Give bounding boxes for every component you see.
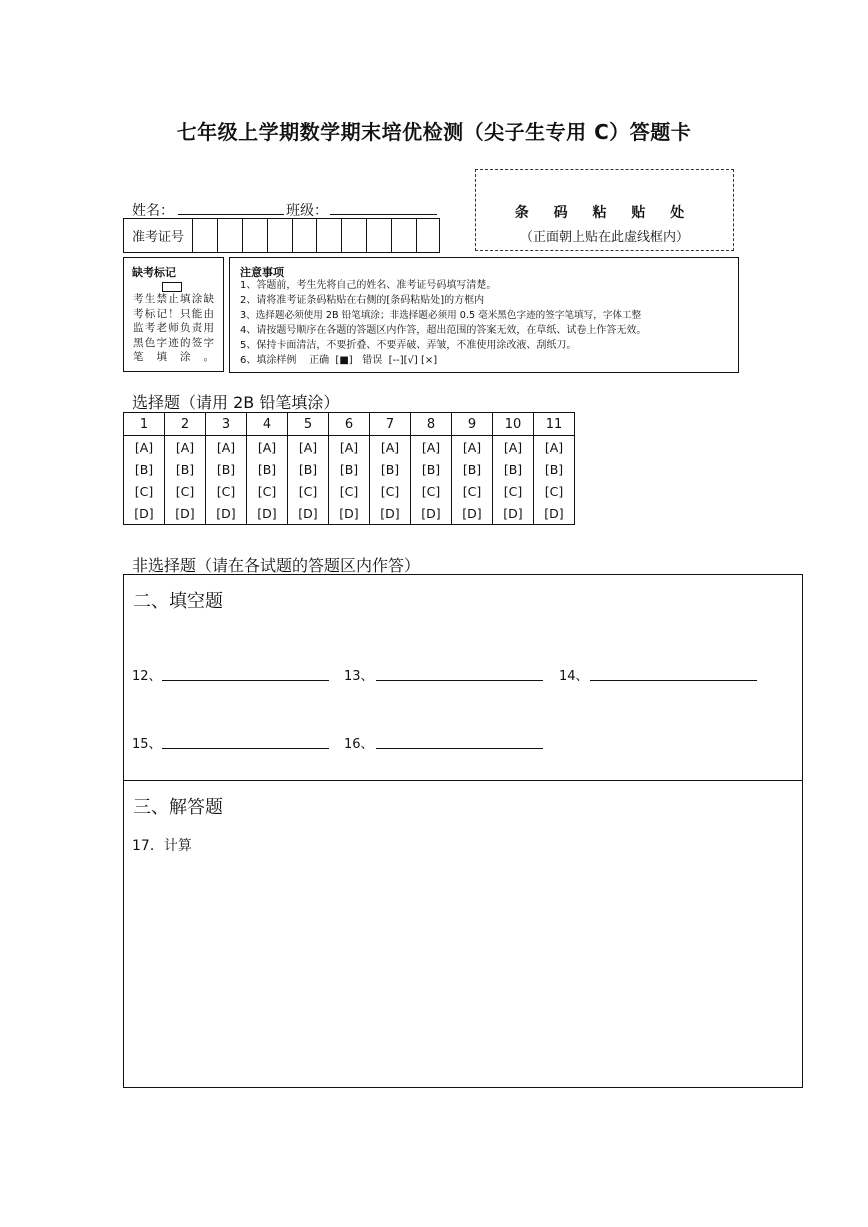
name-field[interactable] xyxy=(178,200,284,215)
mc-option-a[interactable]: [A] xyxy=(411,436,452,459)
note-item: 6、填涂样例 正确 [■] 错误 [--][√] [×] xyxy=(240,355,438,366)
absence-mark-box xyxy=(123,257,224,372)
exam-id-digit[interactable] xyxy=(391,219,416,252)
mc-option-b[interactable]: [B] xyxy=(124,458,165,480)
mc-option-a[interactable]: [A] xyxy=(329,436,370,459)
notes-box xyxy=(229,257,739,373)
absence-text: 考生禁止填涂缺考标记！只能由监考老师负责用黑色字迹的签字笔填涂。 xyxy=(133,293,214,363)
notes-list xyxy=(240,278,735,368)
mc-option-a[interactable]: [A] xyxy=(165,436,206,459)
barcode-title: 条 码 粘 贴 处 xyxy=(514,205,695,221)
mc-option-c[interactable]: [C] xyxy=(493,480,534,502)
mc-option-a[interactable]: [A] xyxy=(206,436,247,459)
exam-id-digit[interactable] xyxy=(341,219,366,252)
exam-id-digit[interactable] xyxy=(267,219,292,252)
mc-option-b[interactable]: [B] xyxy=(411,458,452,480)
solution-section xyxy=(123,780,803,1088)
exam-id-digit[interactable] xyxy=(416,219,439,252)
mc-heading: 选择题（请用 2B 铅笔填涂） xyxy=(132,393,340,412)
note-item: 4、请按题号顺序在各题的答题区内作答，超出范围的答案无效，在草纸、试卷上作答无效。 xyxy=(240,325,647,336)
note-item: 3、选择题必须使用 2B 铅笔填涂；非选择题必须用 0.5 毫米黑色字迹的签字笔填写，字体工整 xyxy=(240,310,642,321)
mc-question-number: 9 xyxy=(452,413,493,436)
fill-blank-section xyxy=(123,574,803,781)
blank-number: 12、 xyxy=(132,669,162,684)
mc-question-number: 1 xyxy=(124,413,165,436)
name-label: 姓名： xyxy=(132,203,174,219)
mc-option-a[interactable]: [A] xyxy=(534,436,575,459)
exam-id-digit[interactable] xyxy=(192,219,217,252)
mc-question-number: 3 xyxy=(206,413,247,436)
mc-question-number: 11 xyxy=(534,413,575,436)
mc-option-c[interactable]: [C] xyxy=(411,480,452,502)
absence-title: 缺考标记 xyxy=(132,266,176,279)
non-mc-heading: 非选择题（请在各试题的答题区内作答） xyxy=(132,556,421,575)
answer-blank-16[interactable] xyxy=(376,734,543,749)
mc-question-number: 10 xyxy=(493,413,534,436)
barcode-subtitle: （正面朝上贴在此虚线框内） xyxy=(519,230,689,245)
mc-option-b[interactable]: [B] xyxy=(288,458,329,480)
mc-option-b[interactable]: [B] xyxy=(247,458,288,480)
exam-id-digit[interactable] xyxy=(217,219,242,252)
mc-table xyxy=(123,412,575,525)
barcode-area xyxy=(475,169,734,251)
mc-option-d[interactable]: [D] xyxy=(206,502,247,525)
mc-option-d[interactable]: [D] xyxy=(247,502,288,525)
solution-title: 三、解答题 xyxy=(133,797,223,818)
mc-option-c[interactable]: [C] xyxy=(206,480,247,502)
answer-blank-13[interactable] xyxy=(376,666,543,681)
mc-option-c[interactable]: [C] xyxy=(247,480,288,502)
mc-option-a[interactable]: [A] xyxy=(288,436,329,459)
mc-option-b[interactable]: [B] xyxy=(370,458,411,480)
mc-option-a[interactable]: [A] xyxy=(493,436,534,459)
mc-option-d[interactable]: [D] xyxy=(452,502,493,525)
fill-blank-title: 二、填空题 xyxy=(133,591,223,612)
blank-number: 15、 xyxy=(132,737,162,752)
mc-option-c[interactable]: [C] xyxy=(452,480,493,502)
mc-question-number: 6 xyxy=(329,413,370,436)
mc-option-a[interactable]: [A] xyxy=(452,436,493,459)
mc-option-d[interactable]: [D] xyxy=(493,502,534,525)
exam-id-digit[interactable] xyxy=(242,219,267,252)
mc-option-a[interactable]: [A] xyxy=(124,436,165,459)
answer-area-17[interactable] xyxy=(124,861,802,1087)
mc-option-c[interactable]: [C] xyxy=(165,480,206,502)
mc-option-d[interactable]: [D] xyxy=(534,502,575,525)
mc-option-c[interactable]: [C] xyxy=(370,480,411,502)
mc-option-d[interactable]: [D] xyxy=(165,502,206,525)
mc-option-b[interactable]: [B] xyxy=(329,458,370,480)
mc-question-number: 7 xyxy=(370,413,411,436)
mc-option-b[interactable]: [B] xyxy=(206,458,247,480)
answer-blank-15[interactable] xyxy=(162,734,329,749)
mc-question-number: 5 xyxy=(288,413,329,436)
mc-question-number: 4 xyxy=(247,413,288,436)
mc-question-number: 8 xyxy=(411,413,452,436)
mc-option-d[interactable]: [D] xyxy=(124,502,165,525)
note-item: 2、请将准考证条码粘贴在右侧的[条码粘贴处]的方框内 xyxy=(240,295,485,306)
class-field[interactable] xyxy=(330,200,437,215)
mc-option-d[interactable]: [D] xyxy=(411,502,452,525)
blank-number: 14、 xyxy=(559,669,589,684)
exam-id-label: 准考证号 xyxy=(131,230,184,245)
mc-option-b[interactable]: [B] xyxy=(534,458,575,480)
mc-option-a[interactable]: [A] xyxy=(247,436,288,459)
answer-blank-12[interactable] xyxy=(162,666,329,681)
notes-title: 注意事项 xyxy=(240,266,284,279)
exam-id-digit[interactable] xyxy=(316,219,341,252)
page-title: 七年级上学期数学期末培优检测（尖子生专用 C）答题卡 xyxy=(176,120,692,144)
class-label: 班级： xyxy=(286,203,328,219)
answer-blank-14[interactable] xyxy=(590,666,757,681)
mc-option-c[interactable]: [C] xyxy=(124,480,165,502)
mc-option-d[interactable]: [D] xyxy=(288,502,329,525)
mc-option-c[interactable]: [C] xyxy=(329,480,370,502)
absence-checkbox[interactable] xyxy=(162,282,182,292)
mc-question-number: 2 xyxy=(165,413,206,436)
mc-option-c[interactable]: [C] xyxy=(534,480,575,502)
exam-id-digit[interactable] xyxy=(366,219,391,252)
exam-id-box xyxy=(123,218,440,253)
mc-option-a[interactable]: [A] xyxy=(370,436,411,459)
mc-option-d[interactable]: [D] xyxy=(370,502,411,525)
note-item: 1、答题前，考生先将自己的姓名、准考证号码填写清楚。 xyxy=(240,280,497,291)
mc-option-b[interactable]: [B] xyxy=(165,458,206,480)
blank-number: 13、 xyxy=(344,669,374,684)
mc-option-b[interactable]: [B] xyxy=(493,458,534,480)
mc-option-d[interactable]: [D] xyxy=(329,502,370,525)
mc-option-b[interactable]: [B] xyxy=(452,458,493,480)
question-17-label: 17．计算 xyxy=(132,838,192,854)
blank-number: 16、 xyxy=(344,737,374,752)
note-item: 5、保持卡面清洁，不要折叠、不要弄破、弄皱，不准使用涂改液、刮纸刀。 xyxy=(240,340,577,351)
mc-option-c[interactable]: [C] xyxy=(288,480,329,502)
exam-id-digit[interactable] xyxy=(292,219,317,252)
